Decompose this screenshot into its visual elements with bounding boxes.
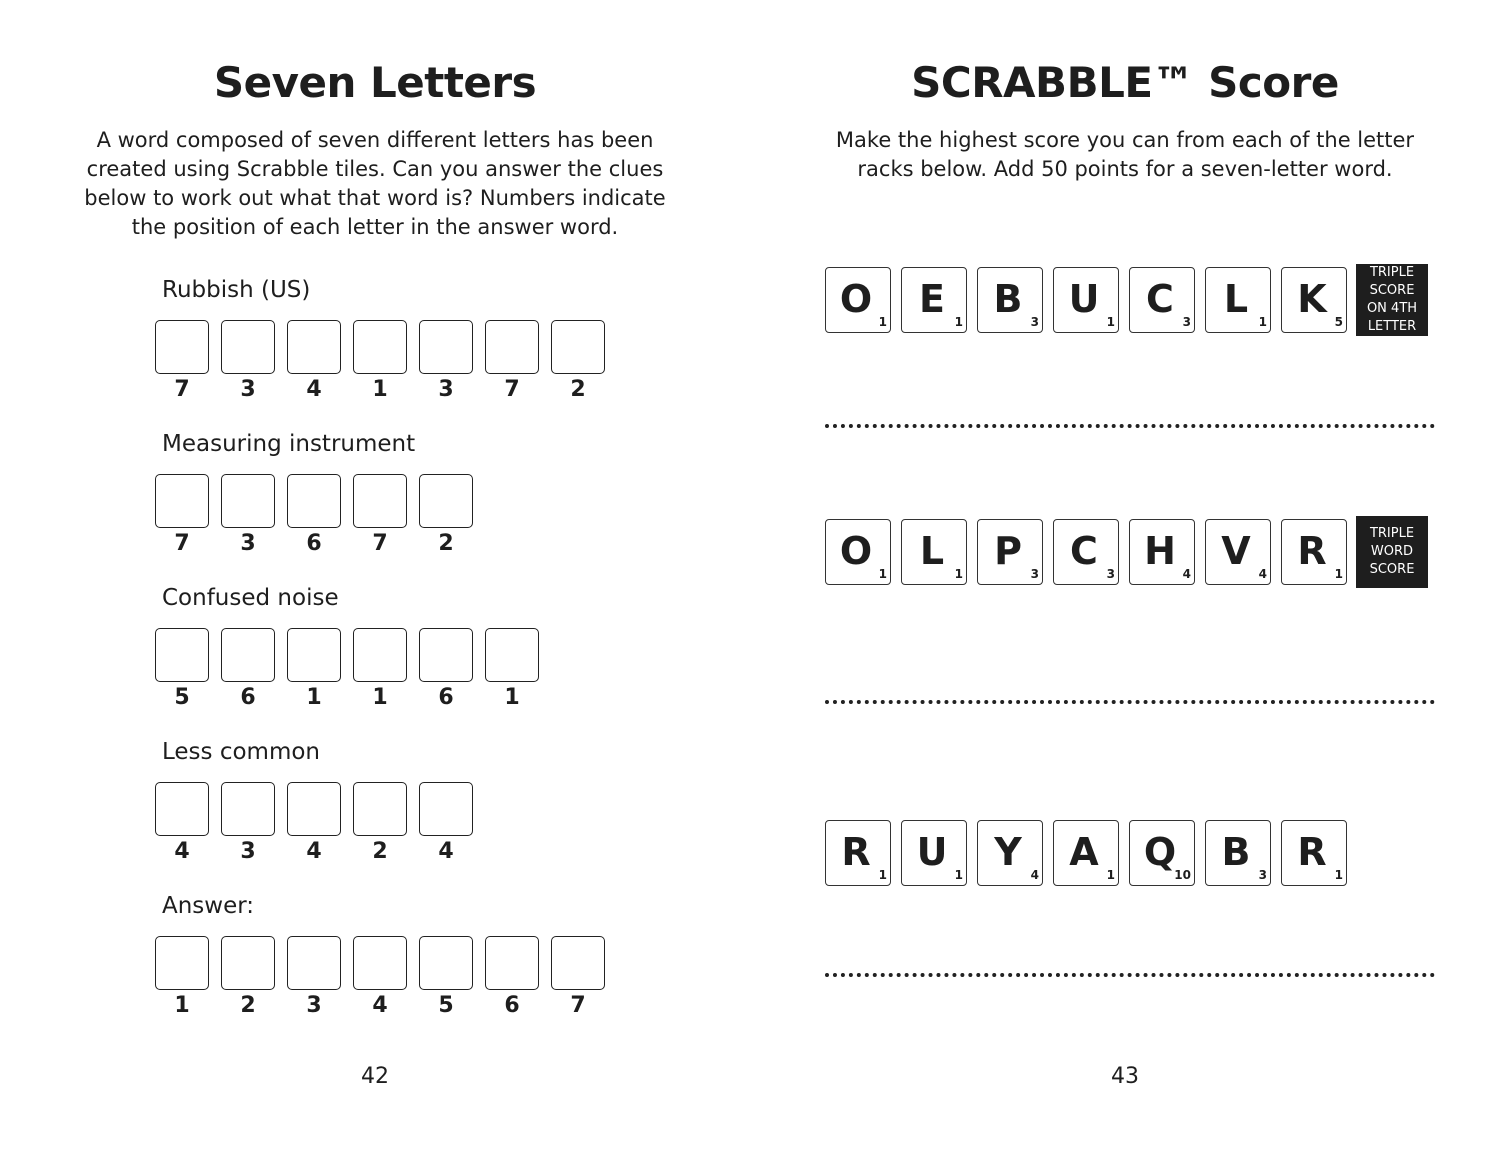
tile-points: 1	[954, 315, 963, 329]
position-number: 3	[306, 993, 322, 1018]
scrabble-tile	[825, 820, 891, 886]
tile-letter: O	[839, 277, 873, 321]
scrabble-tile	[1053, 519, 1119, 585]
tile-letter: L	[919, 529, 945, 573]
position-number: 3	[240, 839, 256, 864]
tile-points: 1	[954, 868, 963, 882]
tile-letter: U	[1068, 277, 1100, 321]
page-title: Seven Letters	[213, 58, 537, 107]
scrabble-tile	[1281, 519, 1347, 585]
clue-label: Less common	[162, 739, 321, 765]
letter-box[interactable]	[353, 936, 407, 990]
letter-box[interactable]	[221, 936, 275, 990]
intro-text	[0, 126, 750, 242]
scrabble-tile	[977, 820, 1043, 886]
tile-points: 1	[1334, 868, 1343, 882]
bonus-line: LETTER	[1367, 319, 1417, 334]
position-number: 3	[240, 531, 256, 556]
position-number: 1	[372, 377, 388, 402]
scrabble-tile	[977, 519, 1043, 585]
letter-box[interactable]	[221, 782, 275, 836]
letter-box[interactable]	[419, 320, 473, 374]
page-number: 43	[1111, 1064, 1139, 1089]
position-number: 7	[372, 531, 388, 556]
scrabble-tile	[825, 519, 891, 585]
bonus-line: TRIPLE	[1369, 526, 1415, 541]
position-number: 4	[372, 993, 388, 1018]
intro-line: the position of each letter in the answer word.	[131, 215, 619, 239]
position-number: 2	[438, 531, 454, 556]
intro-text	[750, 126, 1500, 184]
position-number: 7	[174, 531, 190, 556]
scrabble-tile	[977, 267, 1043, 333]
letter-box[interactable]	[155, 936, 209, 990]
intro-line: Make the highest score you can from each of the letter	[835, 128, 1415, 152]
tile-letter: Q	[1143, 830, 1177, 874]
tile-points: 4	[1258, 567, 1267, 581]
bonus-line: ON 4TH	[1366, 301, 1418, 316]
position-number: 1	[306, 685, 322, 710]
tile-letter: E	[919, 277, 945, 321]
position-number: 6	[240, 685, 256, 710]
scrabble-tile	[1205, 820, 1271, 886]
scrabble-tile	[1129, 519, 1195, 585]
letter-box[interactable]	[485, 320, 539, 374]
letter-box[interactable]	[287, 936, 341, 990]
tile-points: 3	[1106, 567, 1115, 581]
position-number: 5	[174, 685, 190, 710]
tile-letter: Y	[994, 830, 1022, 874]
tile-points: 3	[1030, 315, 1039, 329]
position-number: 3	[240, 377, 256, 402]
position-number: 1	[372, 685, 388, 710]
tile-points: 1	[1258, 315, 1267, 329]
tile-letter: L	[1223, 277, 1249, 321]
scrabble-tile	[1281, 820, 1347, 886]
tile-points: 1	[1106, 315, 1115, 329]
tile-letter: C	[1070, 529, 1098, 573]
tile-letter: O	[839, 529, 873, 573]
answer-dotted-line[interactable]	[825, 700, 1435, 704]
tile-letter: V	[1221, 529, 1251, 573]
letter-box[interactable]	[287, 782, 341, 836]
tile-letter: H	[1144, 529, 1176, 573]
tile-points: 1	[878, 567, 887, 581]
position-number: 6	[438, 685, 454, 710]
letter-box[interactable]	[221, 628, 275, 682]
letter-box[interactable]	[353, 474, 407, 528]
intro-line: below to work out what that word is? Numbers indicate	[84, 186, 666, 210]
letter-box[interactable]	[221, 474, 275, 528]
intro-line: racks below. Add 50 points for a seven-letter word.	[857, 157, 1393, 181]
tile-points: 1	[1334, 567, 1343, 581]
tile-letter: K	[1297, 277, 1327, 321]
scrabble-tile	[825, 267, 891, 333]
letter-box[interactable]	[485, 628, 539, 682]
tile-points: 1	[878, 868, 887, 882]
position-number: 6	[306, 531, 322, 556]
letter-box[interactable]	[419, 628, 473, 682]
letter-box[interactable]	[419, 474, 473, 528]
clue-label: Measuring instrument	[162, 431, 416, 457]
scrabble-tile	[1281, 267, 1347, 333]
letter-box[interactable]	[287, 320, 341, 374]
position-number: 7	[504, 377, 520, 402]
tile-letter: C	[1146, 277, 1174, 321]
tile-letter: B	[1221, 830, 1251, 874]
letter-box[interactable]	[485, 936, 539, 990]
tile-points: 4	[1182, 567, 1191, 581]
position-number: 7	[174, 377, 190, 402]
intro-line: created using Scrabble tiles. Can you answer the clues	[86, 157, 664, 181]
position-number: 6	[504, 993, 520, 1018]
bonus-line: TRIPLE	[1369, 265, 1415, 280]
tile-points: 3	[1182, 315, 1191, 329]
tile-points: 1	[878, 315, 887, 329]
position-number: 2	[570, 377, 586, 402]
intro-line: A word composed of seven different letters has been	[96, 128, 654, 152]
letter-box[interactable]	[221, 320, 275, 374]
letter-box[interactable]	[551, 320, 605, 374]
answer-dotted-line[interactable]	[825, 424, 1435, 428]
letter-box[interactable]	[155, 782, 209, 836]
clue-label: Answer:	[162, 893, 255, 919]
tile-points: 1	[954, 567, 963, 581]
bonus-badge	[1356, 264, 1428, 336]
position-number: 5	[438, 993, 454, 1018]
tile-letter: R	[1297, 529, 1327, 573]
scrabble-tile	[901, 519, 967, 585]
letter-box[interactable]	[419, 936, 473, 990]
bonus-line: WORD	[1370, 544, 1414, 559]
letter-box[interactable]	[287, 628, 341, 682]
position-number: 1	[174, 993, 190, 1018]
position-number: 4	[174, 839, 190, 864]
page-number: 42	[361, 1064, 389, 1089]
tile-letter: B	[993, 277, 1023, 321]
tile-letter: U	[916, 830, 948, 874]
position-number: 4	[306, 839, 322, 864]
tile-letter: A	[1069, 830, 1099, 874]
tile-points: 3	[1030, 567, 1039, 581]
scrabble-tile	[1205, 519, 1271, 585]
letter-box[interactable]	[353, 320, 407, 374]
scrabble-tile	[901, 267, 967, 333]
letter-box[interactable]	[155, 474, 209, 528]
letter-box[interactable]	[353, 628, 407, 682]
position-number: 3	[438, 377, 454, 402]
tile-points: 10	[1174, 868, 1191, 882]
bonus-line: SCORE	[1369, 562, 1415, 577]
clue-label: Confused noise	[162, 585, 339, 611]
position-number: 1	[504, 685, 520, 710]
letter-box[interactable]	[287, 474, 341, 528]
clue-label: Rubbish (US)	[162, 277, 311, 303]
answer-dotted-line[interactable]	[825, 973, 1435, 977]
position-number: 7	[570, 993, 586, 1018]
scrabble-tile	[1205, 267, 1271, 333]
letter-box[interactable]	[155, 628, 209, 682]
scrabble-tile	[1129, 820, 1195, 886]
tile-letter: R	[1297, 830, 1327, 874]
scrabble-tile	[1053, 267, 1119, 333]
tile-letter: P	[994, 529, 1022, 573]
tile-points: 1	[1106, 868, 1115, 882]
bonus-line: SCORE	[1369, 283, 1415, 298]
position-number: 2	[372, 839, 388, 864]
tile-letter: R	[841, 830, 871, 874]
tile-points: 5	[1334, 315, 1343, 329]
position-number: 4	[306, 377, 322, 402]
letter-box[interactable]	[419, 782, 473, 836]
position-number: 4	[438, 839, 454, 864]
letter-box[interactable]	[155, 320, 209, 374]
letter-box[interactable]	[551, 936, 605, 990]
letter-box[interactable]	[353, 782, 407, 836]
tile-points: 3	[1258, 868, 1267, 882]
scrabble-tile	[1129, 267, 1195, 333]
tile-points: 4	[1030, 868, 1039, 882]
scrabble-tile	[901, 820, 967, 886]
position-number: 2	[240, 993, 256, 1018]
bonus-badge	[1356, 516, 1428, 588]
page-title: SCRABBLE™ Score	[911, 58, 1339, 107]
scrabble-tile	[1053, 820, 1119, 886]
